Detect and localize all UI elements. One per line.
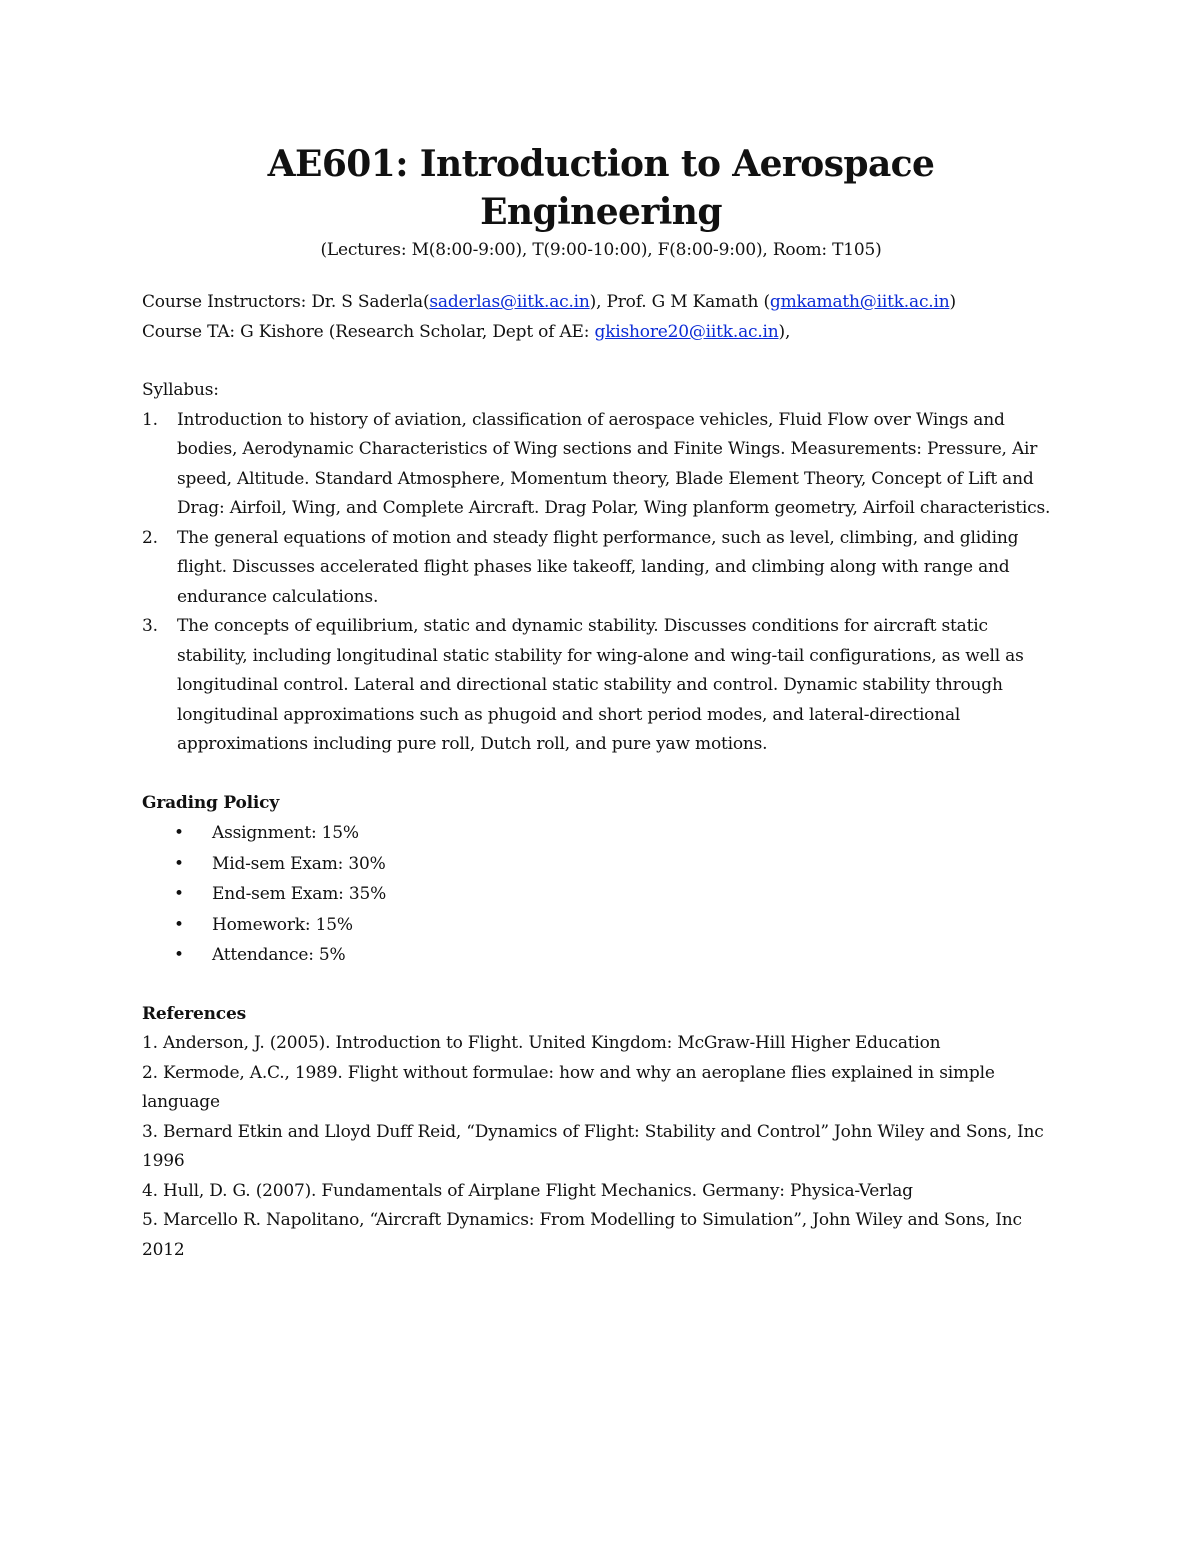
grading-policy-heading: Grading Policy [142,792,280,813]
reference-item: 2. Kermode, A.C., 1989. Flight without formulae: how and why an aeroplane flies explained in simple language [142,1062,995,1112]
ta-label: Course TA: G Kishore (Research Scholar, Dept of AE: [142,321,595,342]
list-item [142,910,1060,941]
bullet-icon: • [174,853,184,874]
list-item [142,879,1060,910]
instructors-label: Course Instructors: Dr. S Saderla( [142,292,430,312]
reference-item: 3. Bernard Etkin and Lloyd Duff Reid, “Dynamics of Flight: Stability and Control” John Wiley and Sons, Inc 1996 [142,1121,1044,1171]
list-item-number: 1. [142,409,158,430]
grading-item-text: Attendance: 5% [212,945,346,965]
course-instructors-line [142,288,1060,318]
list-item-text: The concepts of equilibrium, static and dynamic stability. Discusses conditions for aircraft static stability, including longitudinal static stability for wing-alone and wing-tail configurations, as well as longitudinal control. Lateral and directional static stability and control. Dynamic stability through longitudinal approximations such as phugoid and short period modes, and lateral-directional approximations including pure roll, Dutch roll, and pure yaw motions. [177,616,1024,754]
list-item-text: Introduction to history of aviation, classification of aerospace vehicles, Fluid Flow over Wings and bodies, Aerodynamic Characteristics of Wing sections and Finite Wings. Measurements: Pressure, Air speed, Altitude. Standard Atmosphere, Momentum theory, Blade Element Theory, Concept of Lift and Drag: Airfoil, Wing, and Complete Aircraft. Drag Polar, Wing planform geometry, Airfoil characteristics. [177,409,1051,518]
bullet-icon: • [174,823,184,843]
list-item [142,849,1060,880]
list-item-number: 3. [142,616,158,636]
instructors-end: ) [949,292,956,312]
reference-item: 5. Marcello R. Napolitano, “Aircraft Dynamics: From Modelling to Simulation”, John Wiley and Sons, Inc 2012 [142,1210,1022,1260]
list-item [142,406,1060,524]
ta-email[interactable]: gkishore20@iitk.ac.in [594,321,779,342]
grading-item-text: Mid-sem Exam: 30% [212,853,386,874]
course-ta-line [142,318,1060,348]
syllabus-label: Syllabus: [142,380,219,400]
list-item-number: 2. [142,527,158,548]
grading-list [142,818,1060,971]
reference-item: 4. Hull, D. G. (2007). Fundamentals of Airplane Flight Mechanics. Germany: Physica-Verlag [142,1180,913,1201]
grading-item-text: Assignment: 15% [212,823,359,843]
ta-end: ), [778,321,791,342]
references-heading: References [142,1003,246,1024]
syllabus-list [142,406,1060,760]
grading-item-text: End-sem Exam: 35% [212,884,387,904]
instructor-email-kamath[interactable]: gmkamath@iitk.ac.in [769,292,950,312]
bullet-icon: • [174,945,184,965]
grading-item-text: Homework: 15% [212,914,353,935]
list-item [142,818,1060,849]
references-list [142,1029,1060,1265]
instructors-block [142,288,1060,347]
page-title: AE601: Introduction to Aerospace Engineering [267,143,935,233]
lecture-schedule: (Lectures: M(8:00-9:00), T(9:00-10:00), F(8:00-9:00), Room: T105) [320,240,882,260]
instructor-email-saderla[interactable]: saderlas@iitk.ac.in [429,292,590,312]
list-item-text: The general equations of motion and steady flight performance, such as level, climbing, and gliding flight. Discusses accelerated flight phases like takeoff, landing, and climbing along with range and endurance calculations. [177,527,1019,607]
list-item [142,524,1060,613]
reference-item: 1. Anderson, J. (2005). Introduction to Flight. United Kingdom: McGraw-Hill Higher Education [142,1033,941,1053]
bullet-icon: • [174,884,184,904]
list-item [142,940,1060,971]
bullet-icon: • [174,914,184,935]
instructors-separator: ), Prof. G M Kamath ( [589,292,770,312]
list-item [142,612,1060,760]
